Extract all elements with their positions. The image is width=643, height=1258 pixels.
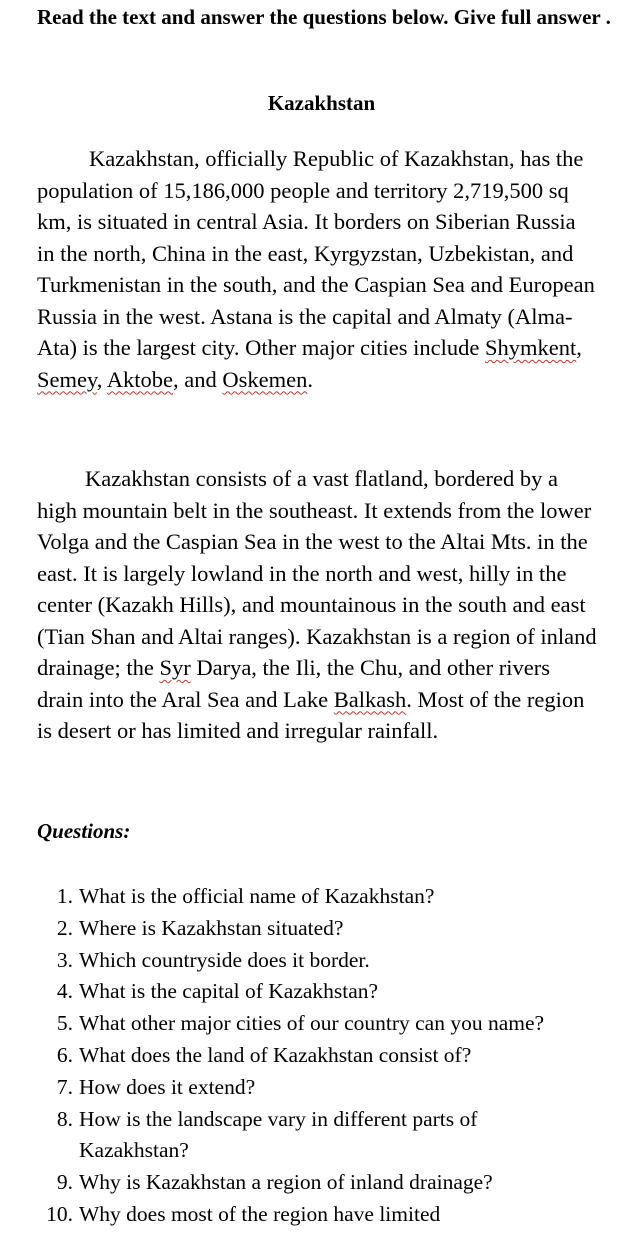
text-run: Darya, the Ili, the Chu, and other rivers drain into the Aral Sea and Lake [37,655,550,712]
question-text: Which countryside does it border. [79,947,370,972]
questions-heading: Questions: [37,819,131,843]
text-run: , [96,366,107,392]
spellcheck-word: Aktobe [106,366,174,392]
question-item [0,1104,579,1168]
question-text: What is the official name of Kazakhstan? [79,884,435,908]
spellcheck-word: Oskemen [222,366,308,392]
spellcheck-word: Semey [37,366,97,392]
questions-list [0,881,643,1231]
question-text: What is the capital of Kazakhstan? [79,979,379,1004]
question-number: 2. [56,915,73,940]
question-text: How is the landscape vary in different parts of Kazakhstan? [79,1106,478,1163]
spellcheck-word: Syr [159,655,191,680]
question-text: Where is Kazakhstan situated? [79,915,344,940]
question-item [0,1008,579,1040]
text-run: , [576,335,582,360]
text-run: . Most of the region is desert or has limited and irregular rainfall. [37,686,585,743]
question-item [0,1199,579,1231]
question-number: 1. [56,884,73,908]
spellcheck-word: Shymkent [485,335,577,360]
question-number: 10. [46,1201,73,1226]
text-run: Kazakhstan consists of a vast flatland, bordered by a high mountain belt in the southeast. It extends from the lower Volga and the Caspian Sea in the west to the Altai Mts. in the east. It is largely lowland in the north and west, hilly in the center (Kazakh Hills), and mountainous in the south and east (Tian Shan and Altai ranges). Kazakhstan is a region of inland drainage; the [37,466,597,680]
question-item [0,1167,579,1199]
question-text: What other major cities of our country can you name? [79,1011,545,1036]
document-title: Kazakhstan [267,91,376,115]
question-item [0,976,579,1008]
question-text: Why is Kazakhstan a region of inland drainage? [79,1170,493,1195]
question-number: 6. [56,1042,73,1067]
instructions-text: Read the text and answer the questions below. Give full answer . [37,5,611,29]
question-number: 7. [56,1074,73,1099]
question-number: 8. [56,1106,73,1131]
question-item [0,945,579,977]
text-run: Kazakhstan, officially Republic of Kazakhstan, has the population of 15,186,000 people and territory 2,719,500 sq km, is situated in central Asia. It borders on Siberian Russia in the north, China in the east, Kyrgyzstan, Uzbekistan, and Turkmenistan in the south, and the Caspian Sea and European Russia in the west. Astana is the capital and Almaty (Alma-Ata) is the largest city. Other major cities include [37,146,595,360]
question-number: 9. [56,1170,73,1195]
spellcheck-word: Balkash [333,686,407,712]
question-number: 4. [56,979,73,1004]
question-item [0,913,579,945]
question-text: What does the land of Kazakhstan consist of? [79,1042,472,1067]
text-run: . [307,366,314,392]
question-number: 5. [56,1011,73,1036]
question-number: 3. [56,947,73,972]
question-item [0,881,579,913]
question-text: How does it extend? [79,1074,256,1099]
question-item [0,1040,579,1072]
paragraph-1 [37,143,597,395]
paragraph-2 [37,463,597,747]
text-run: , and [173,366,223,392]
question-text: Why does most of the region have limited [79,1201,441,1226]
question-item [0,1072,579,1104]
